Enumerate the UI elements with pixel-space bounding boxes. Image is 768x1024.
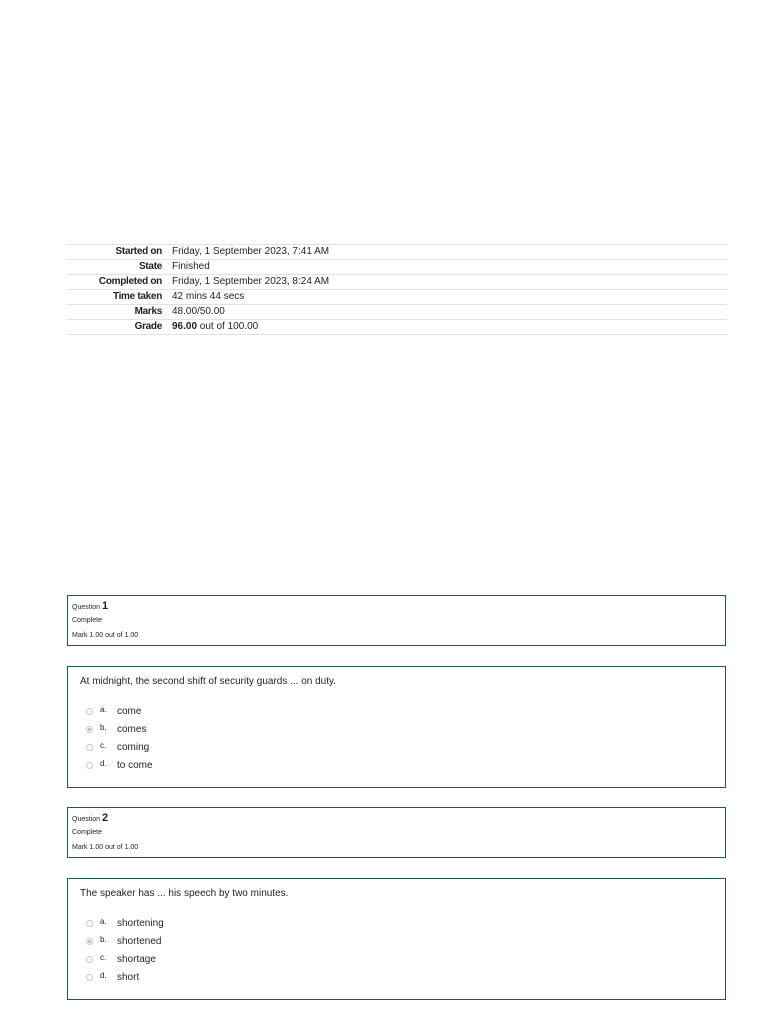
question-number-value: 1 (101, 600, 109, 612)
summary-row-state (67, 260, 727, 275)
question-number (72, 812, 721, 825)
answer-option-a[interactable] (80, 914, 713, 932)
radio-button[interactable] (86, 762, 93, 769)
grade-suffix: out of 100.00 (197, 321, 259, 332)
summary-label: Completed on (98, 276, 162, 287)
summary-row-grade (67, 320, 727, 335)
answer-text: shortened (117, 935, 162, 947)
question-grade: Mark 1.00 out of 1.00 (72, 844, 139, 851)
answer-letter: b. (100, 722, 107, 732)
summary-value: 42 mins 44 secs (172, 291, 245, 302)
answer-text: to come (117, 759, 153, 771)
answer-option-d[interactable] (80, 756, 713, 774)
answer-text: coming (117, 741, 150, 753)
summary-label: Time taken (112, 291, 162, 302)
summary-label: Started on (115, 246, 162, 257)
summary-row-started (67, 245, 727, 260)
attempt-summary-table (67, 244, 727, 335)
question-state: Complete (72, 617, 102, 624)
answer-letter: d. (100, 970, 107, 980)
answer-letter: c. (100, 740, 107, 750)
summary-row-completed (67, 275, 727, 290)
summary-label: State (139, 261, 162, 272)
radio-button[interactable] (86, 708, 93, 715)
question-number (72, 600, 721, 613)
summary-value: Friday, 1 September 2023, 8:24 AM (172, 276, 330, 287)
answer-list (80, 702, 713, 774)
answer-text: come (117, 705, 142, 717)
summary-label: Grade (134, 321, 162, 332)
grade-value: 96.00 (172, 321, 198, 332)
question-2-content (67, 878, 726, 1000)
answer-option-b[interactable] (80, 720, 713, 738)
summary-value: 48.00/50.00 (172, 306, 225, 317)
question-text: At midnight, the second shift of security guards ... on duty. (80, 676, 337, 687)
question-2-info (67, 807, 726, 858)
summary-value: Friday, 1 September 2023, 7:41 AM (172, 246, 330, 257)
answer-letter: c. (100, 952, 107, 962)
question-text: The speaker has ... his speech by two minutes. (80, 888, 289, 899)
question-1-info (67, 595, 726, 646)
radio-button-selected[interactable] (86, 938, 93, 945)
summary-value (167, 320, 727, 335)
answer-option-c[interactable] (80, 950, 713, 968)
summary-value: Finished (172, 261, 210, 272)
radio-button[interactable] (86, 974, 93, 981)
radio-button[interactable] (86, 920, 93, 927)
answer-option-b[interactable] (80, 932, 713, 950)
summary-row-marks (67, 305, 727, 320)
answer-letter: a. (100, 704, 107, 714)
summary-label: Marks (134, 306, 162, 317)
answer-letter: b. (100, 934, 107, 944)
answer-text: shortage (117, 953, 156, 965)
question-prefix: Question (72, 816, 101, 823)
radio-button-selected[interactable] (86, 726, 93, 733)
answer-text: short (117, 971, 140, 983)
answer-list (80, 914, 713, 986)
answer-option-a[interactable] (80, 702, 713, 720)
question-grade: Mark 1.00 out of 1.00 (72, 632, 139, 639)
answer-text: shortening (117, 917, 164, 929)
question-prefix: Question (72, 604, 101, 611)
answer-option-d[interactable] (80, 968, 713, 986)
summary-row-time-taken (67, 290, 727, 305)
radio-button[interactable] (86, 956, 93, 963)
question-state: Complete (72, 829, 102, 836)
radio-button[interactable] (86, 744, 93, 751)
question-1-content (67, 666, 726, 788)
answer-letter: a. (100, 916, 107, 926)
question-number-value: 2 (101, 812, 109, 824)
answer-option-c[interactable] (80, 738, 713, 756)
answer-text: comes (117, 723, 147, 735)
answer-letter: d. (100, 758, 107, 768)
